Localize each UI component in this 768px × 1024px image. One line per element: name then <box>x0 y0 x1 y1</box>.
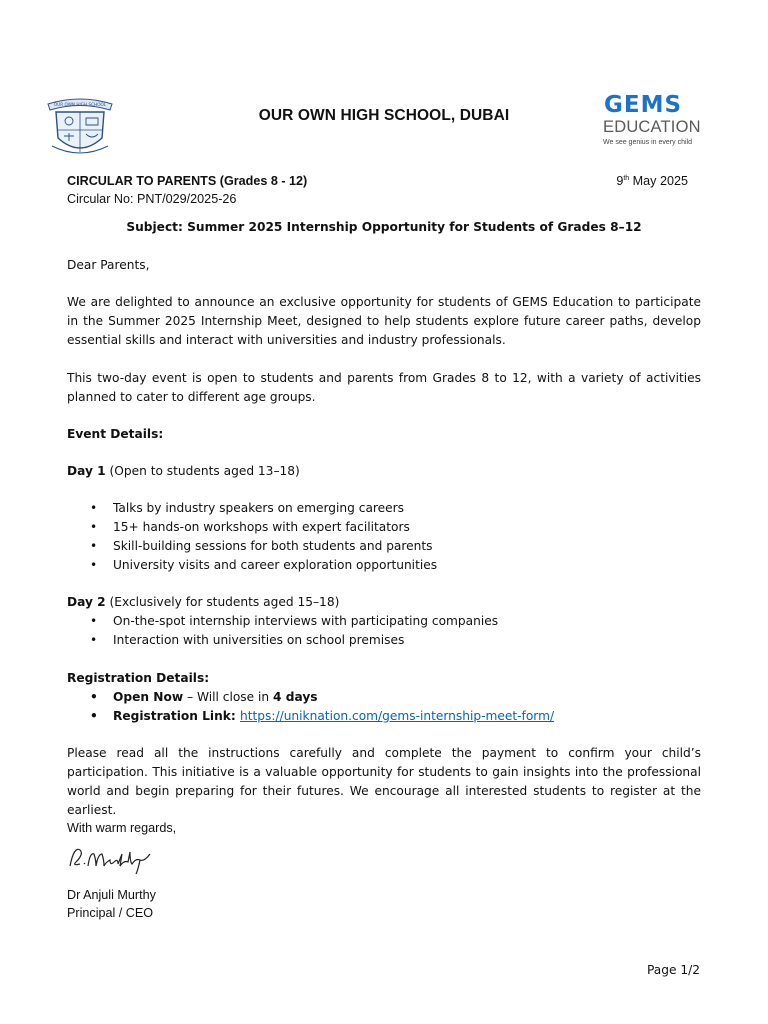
gems-tagline: We see genius in every child <box>603 139 692 146</box>
bullet-icon: • <box>90 709 98 723</box>
bullet-icon: • <box>90 520 98 534</box>
list-item <box>90 631 498 650</box>
open-days: 4 days <box>273 690 318 704</box>
bullet-icon: • <box>90 558 98 572</box>
registration-link[interactable]: https://uniknation.com/gems-internship-meet-form/ <box>240 709 555 723</box>
list-item <box>90 707 554 726</box>
event-details-heading: Event Details: <box>67 427 164 441</box>
event-paragraph: This two-day event is open to students and parents from Grades 8 to 12, with a variety of activities planned to cater to different age groups. <box>67 371 701 404</box>
crest-banner-text: OUR OWN HIGH SCHOOL <box>53 102 107 107</box>
day1-note: (Open to students aged 13–18) <box>105 464 300 478</box>
circular-title: CIRCULAR TO PARENTS (Grades 8 - 12) <box>67 174 308 188</box>
open-now-label: Open Now <box>113 690 184 704</box>
signature <box>66 840 156 876</box>
list-item <box>90 612 498 631</box>
bullet-icon: • <box>90 614 98 628</box>
regards-text: With warm regards, <box>67 821 177 835</box>
list-item-text: Interaction with universities on school premises <box>113 633 405 647</box>
page-number: Page 1/2 <box>647 963 700 977</box>
bullet-icon: • <box>90 501 98 515</box>
list-item <box>90 518 437 537</box>
principal-role: Principal / CEO <box>67 906 154 920</box>
date-suffix: th <box>623 175 630 182</box>
day1-heading <box>67 462 300 481</box>
day2-list <box>90 612 498 650</box>
principal-name: Dr Anjuli Murthy <box>67 888 156 902</box>
day2-heading <box>67 593 339 612</box>
subject-line: Subject: Summer 2025 Internship Opportunity for Students of Grades 8–12 <box>126 220 642 234</box>
gems-education-logo <box>600 92 700 152</box>
day1-list <box>90 499 437 575</box>
date-day: 9 <box>616 174 624 188</box>
list-item-text: Talks by industry speakers on emerging careers <box>113 501 405 515</box>
list-item <box>90 537 437 556</box>
circular-date <box>616 174 688 188</box>
list-item-text: 15+ hands-on workshops with expert facilitators <box>113 520 410 534</box>
day1-label: Day 1 <box>67 464 106 478</box>
school-crest-logo <box>44 94 116 160</box>
day2-note: (Exclusively for students aged 15–18) <box>105 595 340 609</box>
gems-logo-word: GEMS <box>604 92 683 118</box>
list-item-text: University visits and career exploration opportunities <box>113 558 438 572</box>
bullet-icon: • <box>90 690 98 704</box>
list-item <box>90 499 437 518</box>
list-item <box>90 556 437 575</box>
list-item-text: On-the-spot internship interviews with participating companies <box>113 614 499 628</box>
registration-heading: Registration Details: <box>67 671 210 685</box>
school-name-heading: OUR OWN HIGH SCHOOL, DUBAI <box>258 107 510 124</box>
circular-number: Circular No: PNT/029/2025-26 <box>67 192 237 206</box>
day2-label: Day 2 <box>67 595 106 609</box>
closing-paragraph: Please read all the instructions carefully and complete the payment to confirm your child’s participation. This initiative is a valuable opportunity for students to gain insights into the professional world and begin preparing for their futures. We encourage all interested students to register at the earliest. <box>67 746 701 817</box>
open-now-text: – Will close in <box>183 690 274 704</box>
registration-link-label: Registration Link: <box>113 709 241 723</box>
bullet-icon: • <box>90 633 98 647</box>
intro-paragraph: We are delighted to announce an exclusive opportunity for students of GEMS Education to participate in the Summer 2025 Internship Meet, designed to help students explore future career paths, develop essential skills and interact with universities and industry professionals. <box>67 295 701 347</box>
bullet-icon: • <box>90 539 98 553</box>
registration-list <box>90 688 554 726</box>
gems-logo-education: EDUCATION <box>603 118 701 136</box>
list-item-text: Skill-building sessions for both students and parents <box>113 539 433 553</box>
salutation: Dear Parents, <box>67 258 150 272</box>
list-item <box>90 688 554 707</box>
date-rest: May 2025 <box>629 174 688 188</box>
